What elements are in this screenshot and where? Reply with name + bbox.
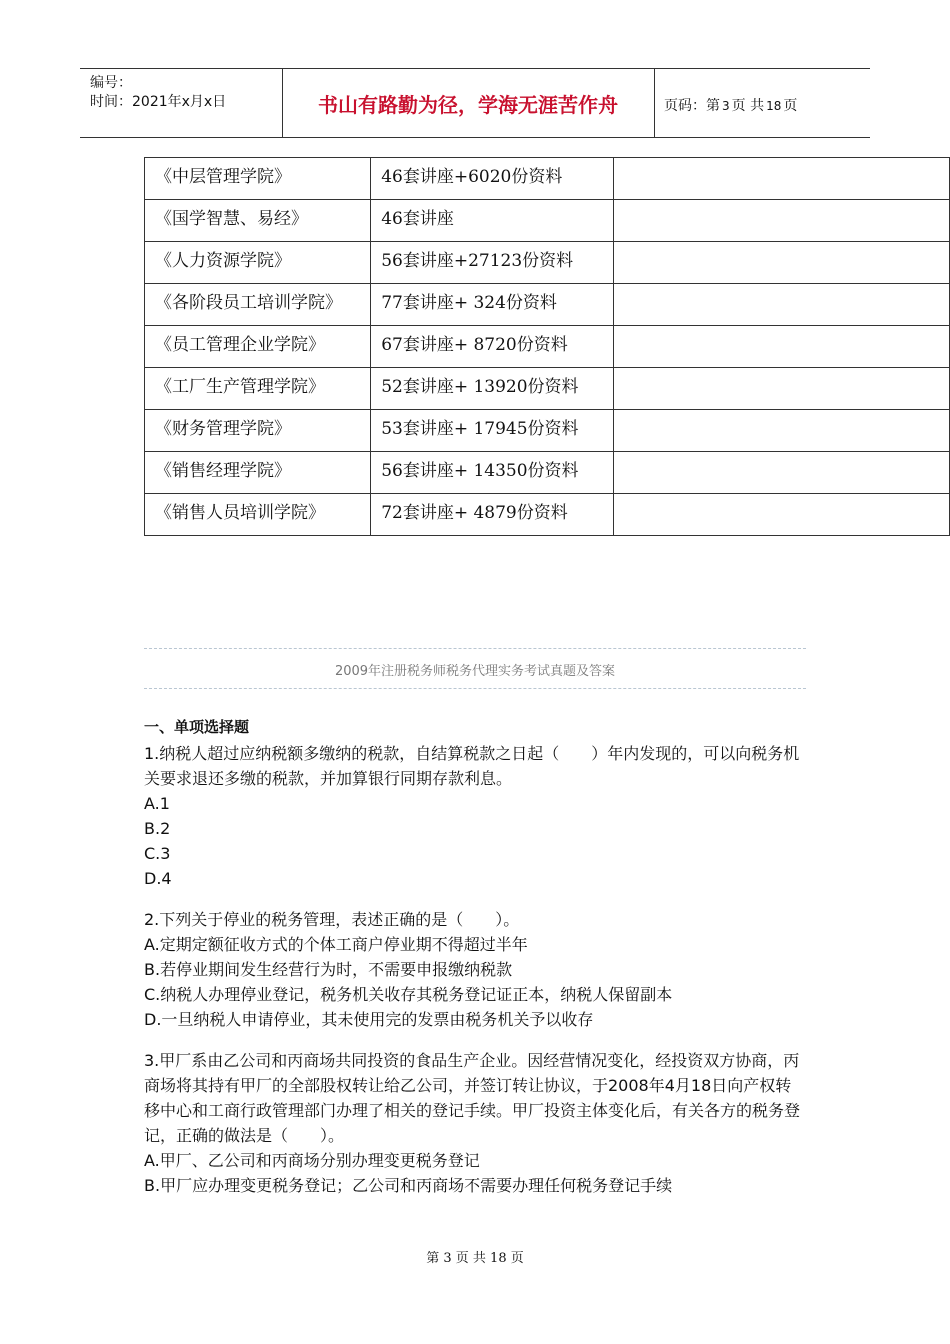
table-cell-content: 56套讲座+27123份资料 (371, 242, 614, 284)
question-1-option: B.2 (144, 819, 171, 838)
question-1-stem: 1.纳税人超过应纳税额多缴纳的税款，自结算税款之日起（ ）年内发现的，可以向税务机关要求退还多缴的税款，并加算银行同期存款利息。 (144, 744, 800, 788)
table-row (145, 200, 950, 242)
table-cell-name: 《各阶段员工培训学院》 (145, 284, 371, 326)
table-row (145, 326, 950, 368)
page-indicator (664, 95, 797, 115)
table-cell-name: 《人力资源学院》 (145, 242, 371, 284)
table-row (145, 284, 950, 326)
header-page-cell (654, 69, 870, 137)
table-cell-extra (614, 200, 950, 242)
title-separator-bottom (144, 688, 806, 689)
table-cell-content: 72套讲座+ 4879份资料 (371, 494, 614, 536)
section-heading: 一、单项选择题 (144, 718, 250, 736)
question-2-option: C.纳税人办理停业登记，税务机关收存其税务登记证正本，纳税人保留副本 (144, 985, 673, 1004)
table-cell-extra (614, 326, 950, 368)
table-cell-content: 56套讲座+ 14350份资料 (371, 452, 614, 494)
question-2-stem: 2.下列关于停业的税务管理，表述正确的是（ ）。 (144, 910, 520, 929)
page-header (80, 68, 870, 138)
table-cell-extra (614, 368, 950, 410)
table-row (145, 494, 950, 536)
table-cell-extra (614, 494, 950, 536)
question-3-stem: 3.甲厂系由乙公司和丙商场共同投资的食品生产企业。因经营情况变化，经投资双方协商，丙商场将其持有甲厂的全部股权转让给乙公司，并签订转让协议，于2008年4月18日向产权转移中心和工商行政管理部门办理了相关的登记手续。甲厂投资主体变化后，有关各方的税务登记，正确的做法是（ ）。 (144, 1051, 801, 1145)
table-cell-content: 67套讲座+ 8720份资料 (371, 326, 614, 368)
page-footer: 第 3 页 共 18 页 (426, 1251, 524, 1266)
table-cell-content: 53套讲座+ 17945份资料 (371, 410, 614, 452)
table-cell-name: 《销售经理学院》 (145, 452, 371, 494)
table-row (145, 158, 950, 200)
title-separator-top (144, 648, 806, 649)
header-motto-cell (282, 69, 655, 137)
question-3-option: A.甲厂、乙公司和丙商场分别办理变更税务登记 (144, 1151, 480, 1170)
table-cell-name: 《国学智慧、易经》 (145, 200, 371, 242)
article-title: 2009年注册税务师税务代理实务考试真题及答案 (334, 664, 616, 679)
table-cell-content: 77套讲座+ 324份资料 (371, 284, 614, 326)
table-cell-content: 46套讲座 (371, 200, 614, 242)
question-2-option: B.若停业期间发生经营行为时，不需要申报缴纳税款 (144, 960, 513, 979)
page-total: 18 (766, 99, 782, 113)
time-label: 时间：2021年x月x日 (90, 94, 227, 110)
question-2-option: D.一旦纳税人申请停业，其未使用完的发票由税务机关予以收存 (144, 1010, 594, 1029)
table-cell-name: 《中层管理学院》 (145, 158, 371, 200)
table-cell-extra (614, 452, 950, 494)
table-row (145, 368, 950, 410)
table-cell-extra (614, 410, 950, 452)
page-prefix: 页码：第 (664, 98, 720, 114)
table-row (145, 242, 950, 284)
question-3-option: B.甲厂应办理变更税务登记；乙公司和丙商场不需要办理任何税务登记手续 (144, 1176, 673, 1195)
question-2-option: A.定期定额征收方式的个体工商户停业期不得超过半年 (144, 935, 528, 954)
question-1-option: C.3 (144, 844, 171, 863)
table-cell-extra (614, 242, 950, 284)
table-row (145, 410, 950, 452)
page-mid: 页 共 (731, 98, 765, 114)
header-info-cell (80, 69, 283, 137)
page-current: 3 (722, 99, 730, 113)
question-1-option: A.1 (144, 794, 170, 813)
spacer (144, 891, 806, 907)
resource-table (144, 157, 950, 536)
table-cell-content: 46套讲座+6020份资料 (371, 158, 614, 200)
table-cell-name: 《工厂生产管理学院》 (145, 368, 371, 410)
number-label: 编号： (90, 75, 132, 91)
table-row (145, 452, 950, 494)
article-body (144, 714, 806, 1198)
table-cell-name: 《财务管理学院》 (145, 410, 371, 452)
table-cell-name: 《员工管理企业学院》 (145, 326, 371, 368)
table-cell-name: 《销售人员培训学院》 (145, 494, 371, 536)
page-suffix: 页 (783, 98, 798, 114)
motto: 书山有路勤为径，学海无涯苦作舟 (318, 93, 618, 117)
table-cell-extra (614, 284, 950, 326)
question-1-option: D.4 (144, 869, 172, 888)
table-cell-content: 52套讲座+ 13920份资料 (371, 368, 614, 410)
table-cell-extra (614, 158, 950, 200)
spacer (144, 1032, 806, 1048)
